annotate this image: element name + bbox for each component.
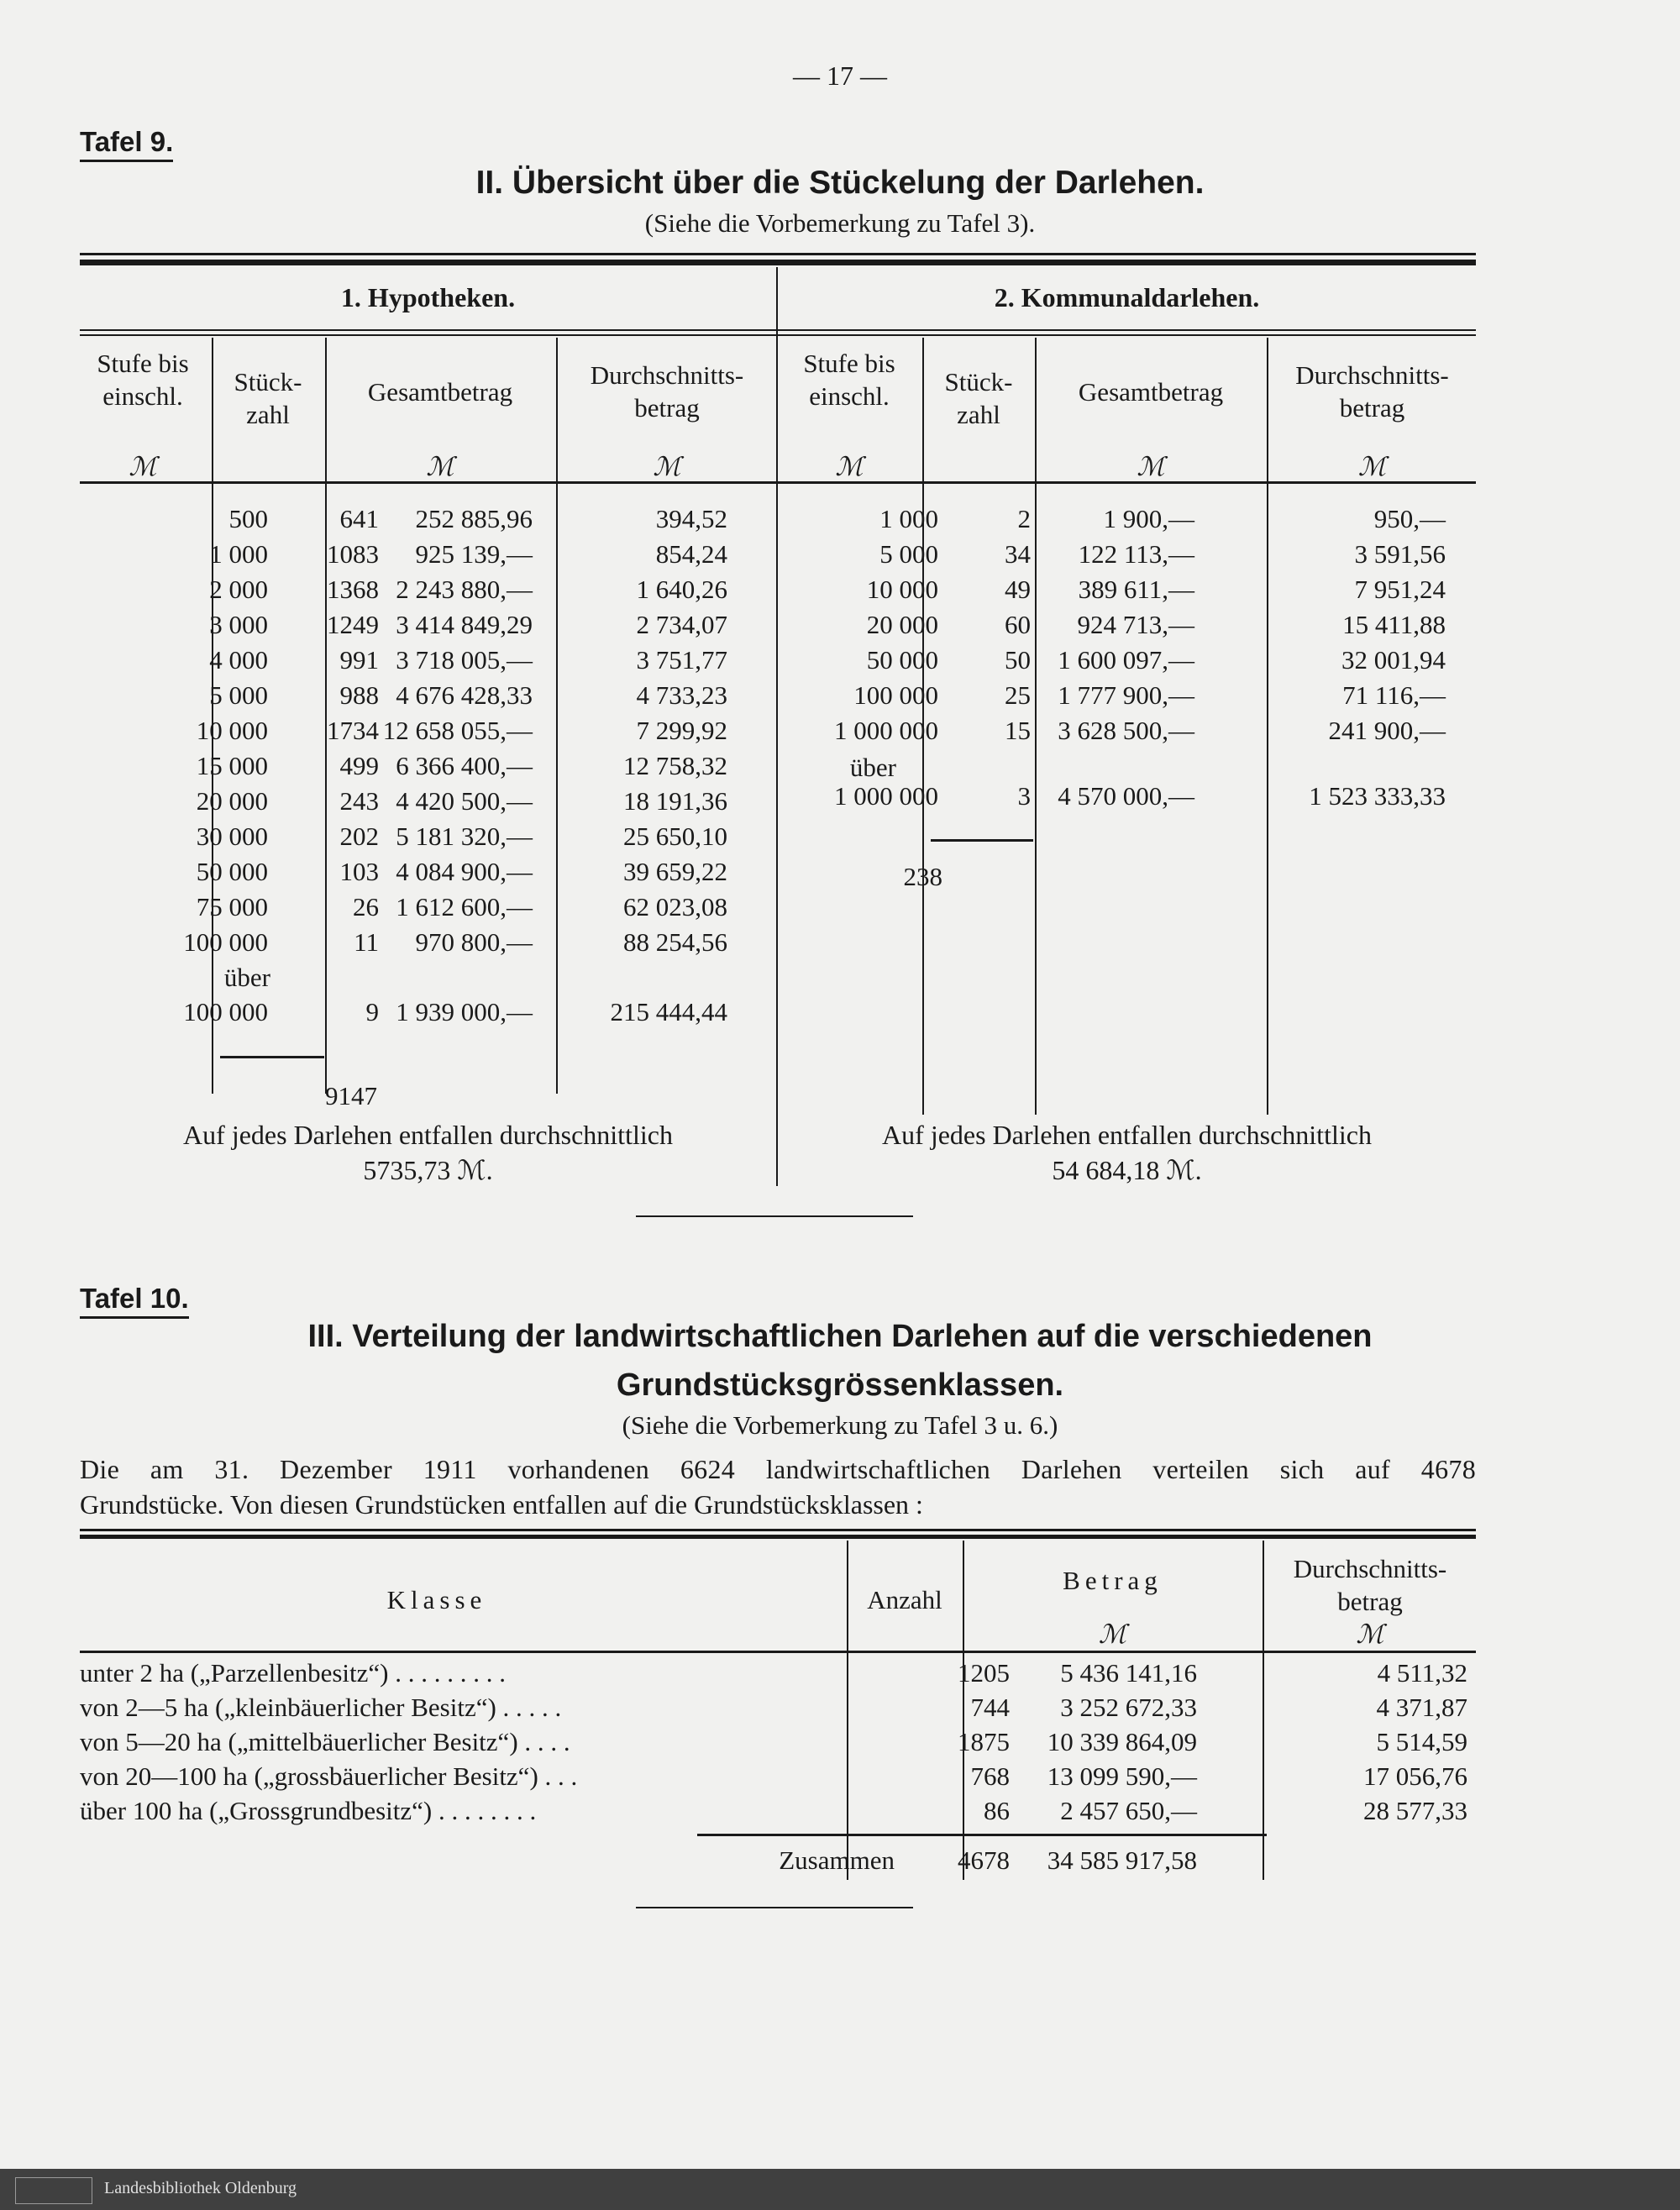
hyp-total: 9147 bbox=[325, 1081, 377, 1110]
hyp-stufe: 20 000 bbox=[196, 786, 268, 816]
section-divider-1 bbox=[636, 1215, 913, 1217]
t10-col-durch: Durchschnitts- betrag bbox=[1293, 1554, 1447, 1616]
kom-stufe: 10 000 bbox=[866, 575, 938, 604]
t10-unit-durch: ℳ bbox=[1356, 1619, 1384, 1649]
hyp-gesamt: 4 676 428,33 bbox=[396, 680, 533, 710]
t10-betrag: 10 339 864,09 bbox=[1047, 1727, 1197, 1756]
hyp-table-row bbox=[80, 822, 776, 857]
hyp-last-durch: 215 444,44 bbox=[610, 997, 727, 1026]
hyp-unit-stufe: ℳ bbox=[129, 452, 157, 481]
t10-durch: 4 371,87 bbox=[1376, 1693, 1467, 1722]
t10-betrag: 13 099 590,— bbox=[1047, 1761, 1197, 1791]
hyp-anzahl: 1249 bbox=[327, 610, 379, 639]
kom-last-label: über bbox=[849, 753, 896, 782]
kom-row-total bbox=[778, 862, 1476, 897]
kom-anzahl: 34 bbox=[1005, 539, 1031, 569]
t10-table-row bbox=[80, 1761, 1476, 1797]
kom-last-gesamt: 4 570 000,— bbox=[1058, 781, 1194, 811]
kom-stufe: 100 000 bbox=[853, 680, 938, 710]
table9-rule-top bbox=[80, 253, 1476, 255]
t10-klasse: von 20—100 ha („grossbäuerlicher Besitz“) . . . bbox=[80, 1761, 578, 1791]
hyp-col-gesamt: Gesamtbetrag bbox=[367, 377, 513, 407]
hyp-durch: 12 758,32 bbox=[623, 751, 727, 780]
hyp-last-label: über bbox=[223, 963, 270, 992]
hyp-table-row bbox=[80, 786, 776, 822]
hyp-table-row bbox=[80, 927, 776, 963]
t10-klasse: von 2—5 ha („kleinbäuerlicher Besitz“) . . . . . bbox=[80, 1693, 562, 1722]
hyp-gesamt: 1 612 600,— bbox=[396, 892, 533, 921]
hyp-gesamt: 4 084 900,— bbox=[396, 857, 533, 886]
hyp-last-anzahl: 9 bbox=[365, 997, 379, 1026]
kom-gesamt: 389 611,— bbox=[1078, 575, 1194, 604]
t10-sum-rule bbox=[697, 1834, 1267, 1836]
library-name: Landesbibliothek Oldenburg bbox=[104, 2179, 297, 2197]
kom-anzahl: 15 bbox=[1005, 716, 1031, 745]
t10-total-betrag: 34 585 917,58 bbox=[1047, 1845, 1197, 1875]
hyp-durch: 854,24 bbox=[655, 539, 727, 569]
hyp-stufe: 4 000 bbox=[209, 645, 268, 675]
hyp-durch: 25 650,10 bbox=[623, 822, 727, 851]
hyp-row-last-label bbox=[80, 963, 776, 998]
t10-klasse: von 5—20 ha („mittelbäuerlicher Besitz“) . . . . bbox=[80, 1727, 570, 1756]
kom-table-row bbox=[778, 575, 1476, 610]
kom-gesamt: 122 113,— bbox=[1078, 539, 1194, 569]
hyp-gesamt: 3 414 849,29 bbox=[396, 610, 533, 639]
hyp-gesamt: 3 718 005,— bbox=[396, 645, 533, 675]
kom-summary-value: 54 684,18 ℳ. bbox=[1052, 1155, 1202, 1185]
t10-col-anzahl: Anzahl bbox=[867, 1585, 942, 1614]
hyp-anzahl: 1083 bbox=[327, 539, 379, 569]
hyp-stufe: 500 bbox=[228, 504, 268, 533]
hyp-col-stueck: Stück- zahl bbox=[234, 367, 302, 429]
kom-anzahl: 60 bbox=[1005, 610, 1031, 639]
kom-stufe: 20 000 bbox=[866, 610, 938, 639]
hyp-table-row bbox=[80, 716, 776, 751]
tafel9-label: Tafel 9. bbox=[80, 126, 173, 162]
kom-summary: Auf jedes Darlehen entfallen durchschnittlich bbox=[882, 1120, 1372, 1150]
hyp-table-row bbox=[80, 751, 776, 786]
hyp-unit-durch: ℳ bbox=[653, 452, 681, 481]
kom-durch: 7 951,24 bbox=[1354, 575, 1446, 604]
hyp-col-stufe: Stufe bis einschl. bbox=[97, 349, 189, 411]
hyp-col-durch: Durchschnitts- betrag bbox=[590, 360, 744, 423]
kom-gesamt: 3 628 500,— bbox=[1058, 716, 1194, 745]
section-divider-2 bbox=[636, 1907, 913, 1908]
kom-durch: 3 591,56 bbox=[1354, 539, 1446, 569]
kom-unit-durch: ℳ bbox=[1357, 452, 1387, 481]
kom-last-anzahl: 3 bbox=[1017, 781, 1031, 811]
hyp-durch: 394,52 bbox=[655, 504, 727, 533]
kom-unit-stufe: ℳ bbox=[835, 452, 864, 481]
hyp-table-row bbox=[80, 892, 776, 927]
t10-durch: 5 514,59 bbox=[1376, 1727, 1467, 1756]
tafel10-intro-line1: Die am 31. Dezember 1911 vorhandenen 6624 landwirtschaftlichen Darlehen verteilen sich auf 4678 bbox=[80, 1454, 1476, 1484]
t10-total-label: Zusammen bbox=[779, 1845, 895, 1875]
kom-col-durch: Durchschnitts- betrag bbox=[1295, 360, 1449, 423]
hyp-anzahl: 1368 bbox=[327, 575, 379, 604]
t10-betrag: 5 436 141,16 bbox=[1060, 1658, 1197, 1688]
page-number: — 17 — bbox=[793, 60, 887, 91]
hyp-last-stufe: 100 000 bbox=[183, 997, 268, 1026]
hyp-anzahl: 26 bbox=[353, 892, 379, 921]
kom-col-stufe: Stufe bis einschl. bbox=[803, 349, 895, 411]
kom-durch: 241 900,— bbox=[1328, 716, 1446, 745]
hyp-stufe: 1 000 bbox=[209, 539, 268, 569]
t10-col-betrag: Betrag bbox=[1063, 1566, 1163, 1595]
hyp-stufe: 15 000 bbox=[196, 751, 268, 780]
kom-table-row bbox=[778, 539, 1476, 575]
hyp-last-gesamt: 1 939 000,— bbox=[396, 997, 533, 1026]
table10-rule-top bbox=[80, 1529, 1476, 1531]
kom-table-row bbox=[778, 680, 1476, 716]
t10-betrag: 3 252 672,33 bbox=[1060, 1693, 1197, 1722]
table9-rule-top-thick bbox=[80, 260, 1476, 265]
hyp-durch: 7 299,92 bbox=[636, 716, 727, 745]
library-logo-icon bbox=[15, 2177, 92, 2204]
hyp-durch: 39 659,22 bbox=[623, 857, 727, 886]
kom-col-gesamt: Gesamtbetrag bbox=[1078, 377, 1224, 407]
t10-durch: 17 056,76 bbox=[1363, 1761, 1467, 1791]
hyp-gesamt: 2 243 880,— bbox=[396, 575, 533, 604]
t10-unit-betrag: ℳ bbox=[1098, 1619, 1127, 1649]
kom-anzahl: 49 bbox=[1005, 575, 1031, 604]
t10-anzahl: 744 bbox=[970, 1693, 1010, 1722]
hyp-anzahl: 499 bbox=[339, 751, 379, 780]
kom-table-row bbox=[778, 716, 1476, 751]
hyp-anzahl: 243 bbox=[339, 786, 379, 816]
t10-anzahl: 1875 bbox=[958, 1727, 1010, 1756]
hyp-durch: 88 254,56 bbox=[623, 927, 727, 957]
hyp-anzahl: 991 bbox=[339, 645, 379, 675]
kom-anzahl: 2 bbox=[1017, 504, 1031, 533]
hyp-durch: 62 023,08 bbox=[623, 892, 727, 921]
hyp-stufe: 2 000 bbox=[209, 575, 268, 604]
hyp-sum-rule bbox=[220, 1056, 324, 1058]
hyp-anzahl: 1734 bbox=[327, 716, 379, 745]
kom-durch: 32 001,94 bbox=[1341, 645, 1446, 675]
kom-anzahl: 50 bbox=[1005, 645, 1031, 675]
kom-ueber-cells bbox=[778, 781, 1476, 816]
kom-durch: 71 116,— bbox=[1342, 680, 1446, 710]
hyp-anzahl: 641 bbox=[339, 504, 379, 533]
hyp-heading: 1. Hypotheken. bbox=[340, 282, 516, 312]
hyp-stufe: 10 000 bbox=[196, 716, 268, 745]
tafel9-subtitle: (Siehe die Vorbemerkung zu Tafel 3). bbox=[644, 208, 1036, 238]
hyp-durch: 18 191,36 bbox=[623, 786, 727, 816]
t10-betrag: 2 457 650,— bbox=[1060, 1796, 1197, 1825]
hyp-stufe: 75 000 bbox=[196, 892, 268, 921]
hyp-summary: Auf jedes Darlehen entfallen durchschnittlich bbox=[183, 1120, 673, 1150]
kom-total: 238 bbox=[903, 862, 942, 891]
footer-bar bbox=[0, 2169, 1680, 2210]
hyp-unit-gesamt: ℳ bbox=[426, 452, 454, 481]
kom-stufe: 1 000 000 bbox=[834, 716, 938, 745]
table10-rule-body bbox=[80, 1651, 1476, 1653]
kom-anzahl: 25 bbox=[1005, 680, 1031, 710]
hyp-gesamt: 925 139,— bbox=[415, 539, 533, 569]
t10-anzahl: 1205 bbox=[958, 1658, 1010, 1688]
t10-col-klasse: Klasse bbox=[386, 1585, 487, 1614]
t10-table-row bbox=[80, 1658, 1476, 1693]
t10-row-total bbox=[80, 1845, 1476, 1881]
t10-klasse: über 100 ha („Grossgrundbesitz“) . . . . . . . . bbox=[80, 1796, 537, 1825]
tafel10-intro-line2: Grundstücke. Von diesen Grundstücken entfallen auf die Grundstücksklassen : bbox=[80, 1489, 923, 1520]
hyp-stufe: 50 000 bbox=[196, 857, 268, 886]
hyp-table-row bbox=[80, 539, 776, 575]
hyp-stufe: 30 000 bbox=[196, 822, 268, 851]
kom-last-durch: 1 523 333,33 bbox=[1309, 781, 1446, 811]
hyp-gesamt: 5 181 320,— bbox=[396, 822, 533, 851]
kom-last-stufe: 1 000 000 bbox=[834, 781, 938, 811]
kom-table-row bbox=[778, 610, 1476, 645]
table9-rule-heading-2 bbox=[80, 334, 1476, 336]
hyp-table-row bbox=[80, 645, 776, 680]
tafel10-title-line1: III. Verteilung der landwirtschaftlichen Darlehen auf die verschiedenen bbox=[307, 1319, 1373, 1354]
hyp-gesamt: 12 658 055,— bbox=[382, 716, 533, 745]
kom-heading: 2. Kommunaldarlehen. bbox=[994, 282, 1260, 312]
kom-table-row bbox=[778, 504, 1476, 539]
t10-anzahl: 768 bbox=[970, 1761, 1010, 1791]
kom-table-row bbox=[778, 645, 1476, 680]
hyp-anzahl: 988 bbox=[339, 680, 379, 710]
hyp-durch: 4 733,23 bbox=[636, 680, 727, 710]
hyp-stufe: 100 000 bbox=[183, 927, 268, 957]
table9-rule-body bbox=[80, 481, 1476, 484]
t10-total-anzahl: 4678 bbox=[958, 1845, 1010, 1875]
hyp-row-total bbox=[80, 1081, 776, 1116]
tafel10-label: Tafel 10. bbox=[80, 1283, 189, 1319]
kom-stufe: 50 000 bbox=[866, 645, 938, 675]
hyp-summary-value: 5735,73 ℳ. bbox=[363, 1155, 493, 1185]
hyp-gesamt: 4 420 500,— bbox=[396, 786, 533, 816]
hyp-table-row bbox=[80, 857, 776, 892]
table10-rule-top-thick bbox=[80, 1535, 1476, 1539]
t10-table-row bbox=[80, 1693, 1476, 1728]
tafel10-title-line2: Grundstücksgrössenklassen. bbox=[616, 1367, 1064, 1403]
hyp-anzahl: 11 bbox=[354, 927, 379, 957]
hyp-anzahl: 202 bbox=[339, 822, 379, 851]
hyp-durch: 2 734,07 bbox=[636, 610, 727, 639]
kom-unit-gesamt: ℳ bbox=[1137, 452, 1165, 481]
t10-klasse: unter 2 ha („Parzellenbesitz“) . . . . . . . . . bbox=[80, 1658, 507, 1688]
t10-table-row bbox=[80, 1796, 1476, 1831]
hyp-gesamt: 970 800,— bbox=[415, 927, 533, 957]
kom-stufe: 5 000 bbox=[879, 539, 938, 569]
t10-durch: 28 577,33 bbox=[1363, 1796, 1467, 1825]
hyp-table-row bbox=[80, 680, 776, 716]
kom-gesamt: 1 900,— bbox=[1103, 504, 1194, 533]
hyp-stufe: 5 000 bbox=[209, 680, 268, 710]
hyp-row-last bbox=[80, 997, 776, 1032]
kom-stufe: 1 000 bbox=[879, 504, 938, 533]
kom-col-stueck: Stück- zahl bbox=[944, 367, 1013, 429]
kom-gesamt: 1 600 097,— bbox=[1058, 645, 1194, 675]
hyp-table-row bbox=[80, 504, 776, 539]
table9-rule-heading bbox=[80, 329, 1476, 331]
hyp-gesamt: 6 366 400,— bbox=[396, 751, 533, 780]
t10-table-row bbox=[80, 1727, 1476, 1762]
kom-gesamt: 1 777 900,— bbox=[1058, 680, 1194, 710]
hyp-stufe: 3 000 bbox=[209, 610, 268, 639]
kom-durch: 15 411,88 bbox=[1342, 610, 1446, 639]
tafel10-subtitle: (Siehe die Vorbemerkung zu Tafel 3 u. 6.) bbox=[622, 1410, 1058, 1440]
kom-durch: 950,— bbox=[1373, 504, 1446, 533]
hyp-gesamt: 252 885,96 bbox=[415, 504, 533, 533]
hyp-table-row bbox=[80, 575, 776, 610]
kom-sum-rule bbox=[931, 839, 1033, 842]
hyp-durch: 1 640,26 bbox=[636, 575, 727, 604]
tafel9-title: II. Übersicht über die Stückelung der Darlehen. bbox=[475, 165, 1205, 201]
kom-gesamt: 924 713,— bbox=[1077, 610, 1194, 639]
t10-anzahl: 86 bbox=[984, 1796, 1010, 1825]
hyp-anzahl: 103 bbox=[339, 857, 379, 886]
hyp-table-row bbox=[80, 610, 776, 645]
t10-durch: 4 511,32 bbox=[1377, 1658, 1467, 1688]
hyp-durch: 3 751,77 bbox=[636, 645, 727, 675]
